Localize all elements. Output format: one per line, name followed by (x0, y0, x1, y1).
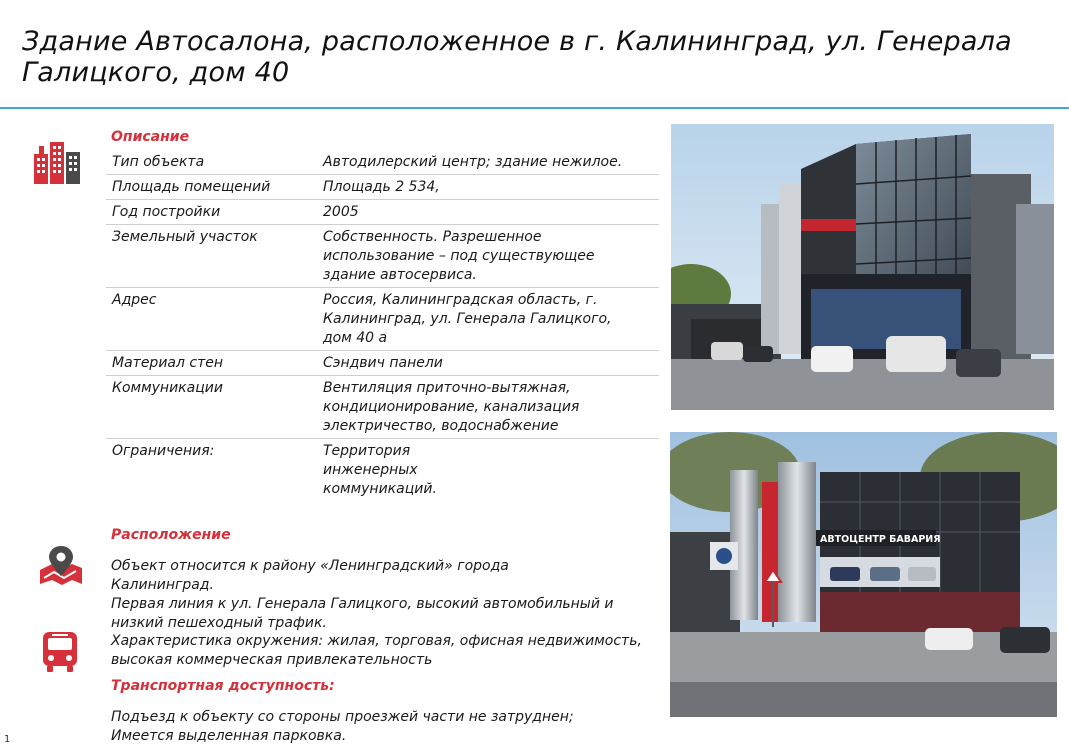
page-title: Здание Автосалона, расположенное в г. Калининград, ул. Генерала Галицкого, дом 40 (22, 26, 1012, 88)
table-row (106, 351, 659, 376)
row-key: Тип объекта (112, 154, 205, 170)
location-text-traffic: Первая линия к ул. Генерала Галицкого, высокий автомобильный и низкий пешеходный трафик. (111, 596, 614, 631)
table-row (106, 439, 659, 502)
bus-icon (40, 630, 80, 674)
row-key: Год постройки (112, 204, 221, 220)
table-row (106, 200, 659, 225)
location-text-surroundings: Характеристика окружения: жилая, торговая, офисная недвижимость, высокая коммерческая привлекательность (111, 633, 642, 668)
row-key: Ограничения: (112, 443, 215, 459)
transport-line-access: Подъезд к объекту со стороны проезжей части не затруднен; (111, 709, 574, 725)
map-pin-icon (38, 544, 84, 586)
table-row (106, 376, 659, 439)
table-row (106, 288, 659, 351)
row-value: Россия, Калининградская область, г. Калининград, ул. Генерала Галицкого, дом 40 а (323, 292, 612, 346)
row-value: Собственность. Разрешенное использование – под существующее здание автосервиса. (323, 229, 595, 283)
transport-heading: Транспортная доступность: (111, 678, 335, 694)
row-value: 2005 (323, 204, 359, 220)
table-row (106, 225, 659, 288)
row-key: Площадь помещений (112, 179, 271, 195)
row-key: Земельный участок (112, 229, 258, 245)
building-photo-1 (671, 124, 1054, 410)
row-value: Автодилерский центр; здание нежилое. (323, 154, 623, 170)
row-value: Территория инженерных коммуникаций. (323, 443, 437, 497)
buildings-icon (32, 140, 82, 184)
row-value: Площадь 2 534, (323, 179, 440, 195)
row-key: Материал стен (112, 355, 224, 371)
dealer-sign-text: АВТОЦЕНТР БАВАРИЯ (820, 534, 941, 545)
transport-line-parking: Имеется выделенная парковка. (111, 728, 347, 744)
row-value: Вентиляция приточно-вытяжная, кондиционирование, канализация электричество, водоснабжение (323, 380, 580, 434)
table-row (106, 175, 659, 200)
page-number: 1 (4, 734, 11, 745)
table-row (106, 150, 659, 175)
row-key: Адрес (112, 292, 157, 308)
properties-table (106, 150, 659, 501)
location-text-district: Объект относится к району «Ленинградский» города Калининград. (111, 558, 509, 593)
row-key: Коммуникации (112, 380, 223, 396)
title-divider (0, 107, 1069, 109)
description-heading: Описание (111, 129, 190, 145)
building-photo-2 (670, 432, 1057, 717)
location-heading: Расположение (111, 527, 231, 543)
row-value: Сэндвич панели (323, 355, 443, 371)
